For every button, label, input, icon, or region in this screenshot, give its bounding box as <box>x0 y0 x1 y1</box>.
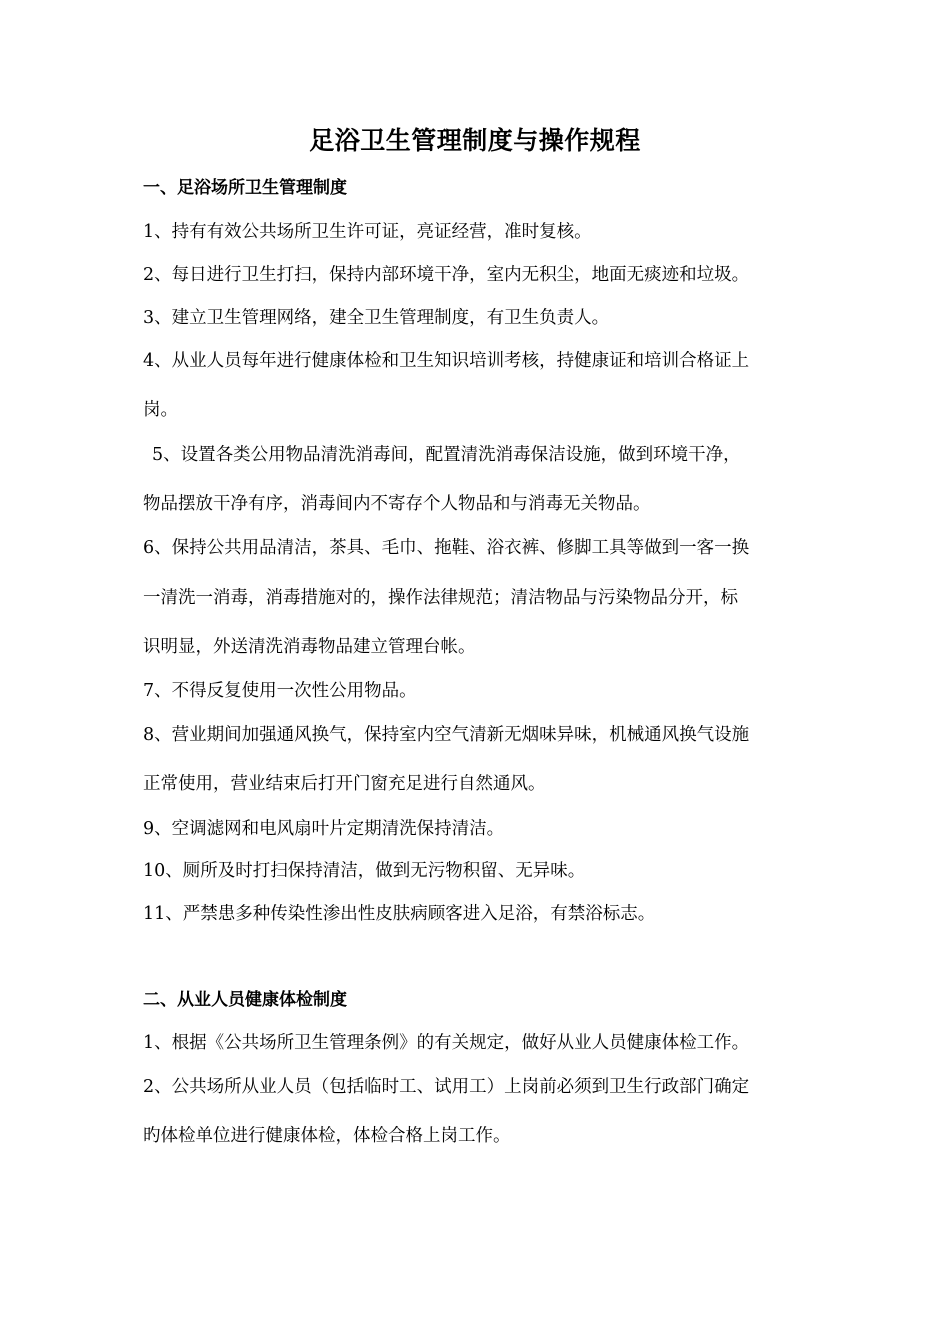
paragraph-line: 4、从业人员每年进行健康体检和卫生知识培训考核，持健康证和培训合格证上 <box>143 351 750 371</box>
paragraph-line: 9、空调滤网和电风扇叶片定期清洗保持清洁。 <box>143 819 505 839</box>
paragraph-line: 物品摆放干净有序，消毒间内不寄存个人物品和与消毒无关物品。 <box>143 494 651 514</box>
section-1-heading: 一、足浴场所卫生管理制度 <box>143 178 347 198</box>
paragraph-line: 3、建立卫生管理网络，建全卫生管理制度，有卫生负责人。 <box>143 308 610 328</box>
paragraph-line: 一清洗一消毒，消毒措施对的，操作法律规范；清洁物品与污染物品分开，标 <box>143 588 738 608</box>
paragraph-line: 识明显，外送清洗消毒物品建立管理台帐。 <box>143 637 476 657</box>
paragraph-line: 5、设置各类公用物品清洗消毒间，配置清洗消毒保洁设施，做到环境干净， <box>152 445 741 465</box>
paragraph-line: 6、保持公共用品清洁，茶具、毛巾、拖鞋、浴衣裤、修脚工具等做到一客一换 <box>143 538 750 558</box>
paragraph-line: 11、严禁患多种传染性渗出性皮肤病顾客进入足浴，有禁浴标志。 <box>143 904 656 924</box>
section-2-heading: 二、从业人员健康体检制度 <box>143 990 347 1010</box>
paragraph-line: 1、根据《公共场所卫生管理条例》的有关规定，做好从业人员健康体检工作。 <box>143 1033 750 1053</box>
document-title: 足浴卫生管理制度与操作规程 <box>309 126 641 155</box>
paragraph-line: 1、持有有效公共场所卫生许可证，亮证经营，准时复核。 <box>143 222 592 242</box>
paragraph-line: 8、营业期间加强通风换气，保持室内空气清新无烟味异味，机械通风换气设施 <box>143 725 750 745</box>
paragraph-line: 岗。 <box>143 400 178 420</box>
paragraph-line: 2、公共场所从业人员（包括临时工、试用工）上岗前必须到卫生行政部门确定 <box>143 1077 750 1097</box>
paragraph-line: 2、每日进行卫生打扫，保持内部环境干净，室内无积尘，地面无痰迹和垃圾。 <box>143 265 750 285</box>
paragraph-line: 旳体检单位进行健康体检，体检合格上岗工作。 <box>143 1126 511 1146</box>
paragraph-line: 10、厕所及时打扫保持清洁，做到无污物积留、无异味。 <box>143 861 586 881</box>
paragraph-line: 正常使用，营业结束后打开门窗充足进行自然通风。 <box>143 774 546 794</box>
paragraph-line: 7、不得反复使用一次性公用物品。 <box>143 681 417 701</box>
